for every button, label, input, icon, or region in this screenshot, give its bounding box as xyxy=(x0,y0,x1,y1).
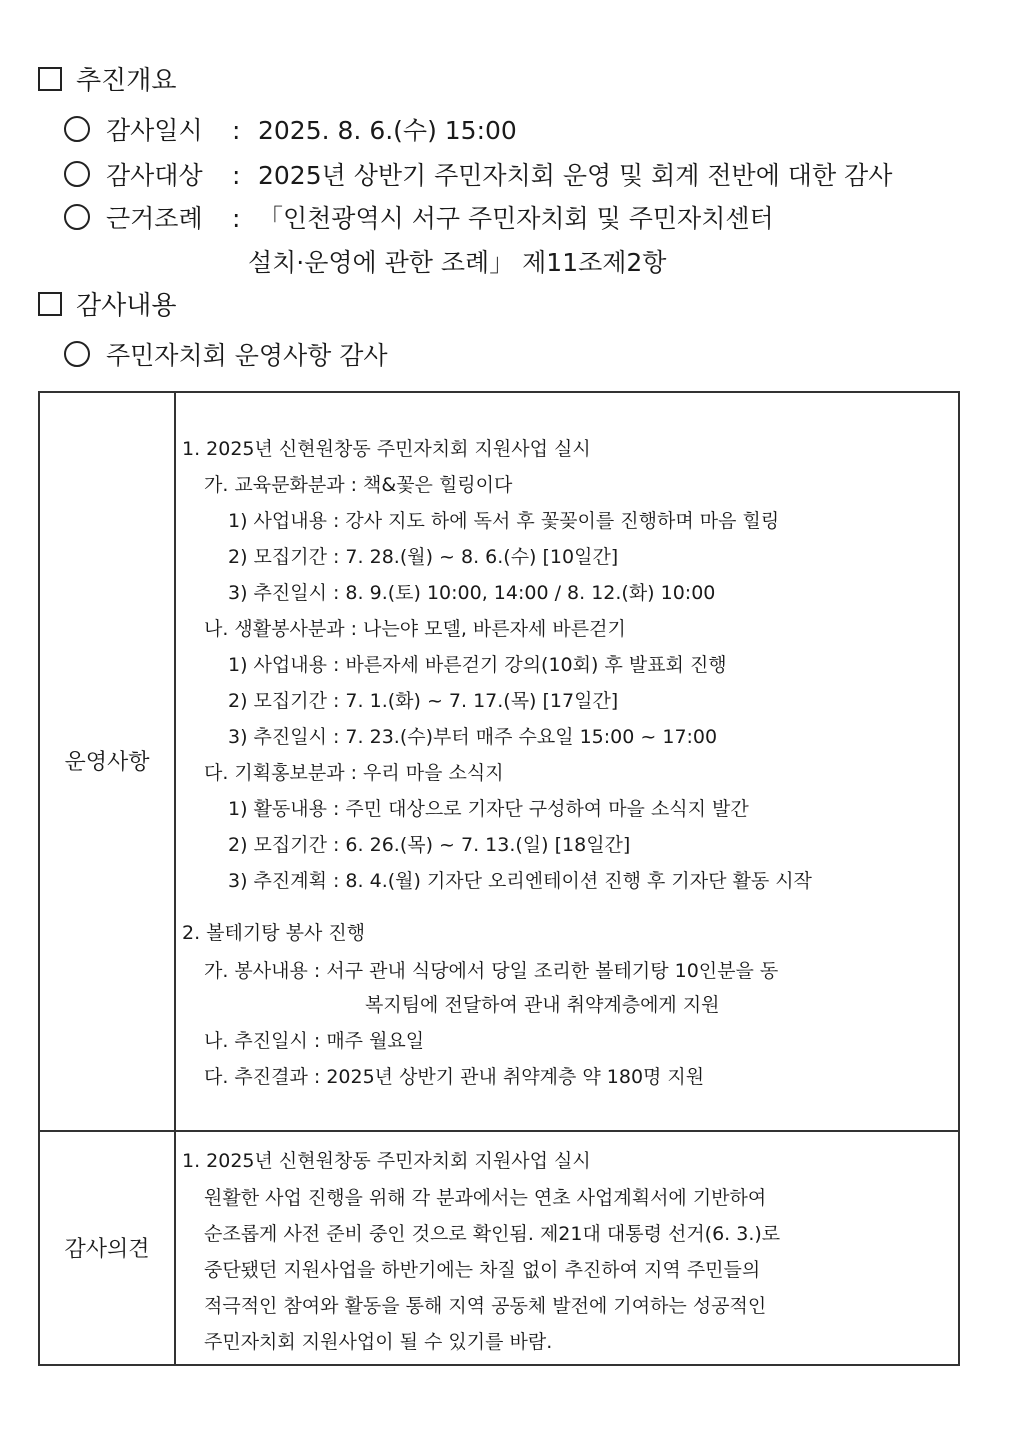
ops-item-c: 다. 기획홍보분과 : 우리 마을 소식지 xyxy=(204,762,504,784)
row-label-opinion: 감사의견 xyxy=(64,1237,150,1262)
ops-item-e: 나. 추진일시 : 매주 월요일 xyxy=(204,1030,425,1052)
ops-item-b1: 1) 사업내용 : 바른자세 바른걷기 강의(10회) 후 발표회 진행 xyxy=(228,654,727,676)
ops-heading-2: 2. 볼테기탕 봉사 진행 xyxy=(182,922,366,944)
ops-item-b: 나. 생활봉사분과 : 나는야 모델, 바른자세 바른걷기 xyxy=(204,618,626,640)
ops-item-c2: 2) 모집기간 : 6. 26.(목) ~ 7. 13.(일) [18일간] xyxy=(228,834,631,856)
ops-item-a1: 1) 사업내용 : 강사 지도 하에 독서 후 꽃꽂이를 진행하며 마음 힐링 xyxy=(228,510,780,532)
table-row-divider xyxy=(40,1130,958,1132)
item-label: 근거조례 xyxy=(106,204,203,233)
ops-item-d-text: 서구 관내 식당에서 당일 조리한 볼테기탕 10인분을 동 xyxy=(326,960,779,982)
item-label: 감사대상 xyxy=(106,161,203,190)
circle-bullet-icon xyxy=(64,204,90,230)
ops-item-d-continued: 복지팀에 전달하여 관내 취약계층에게 지원 xyxy=(365,994,720,1016)
overview-item-target: 감사대상 : 2025년 상반기 주민자치회 운영 및 회계 전반에 대한 감사 xyxy=(64,159,892,193)
ops-heading-1: 1. 2025년 신현원창동 주민자치회 지원사업 실시 xyxy=(182,438,591,460)
opinion-heading: 1. 2025년 신현원창동 주민자치회 지원사업 실시 xyxy=(182,1150,591,1172)
opinion-line: 적극적인 참여와 활동을 통해 지역 공동체 발전에 기여하는 성공적인 xyxy=(204,1295,767,1317)
checkbox-square-icon xyxy=(38,292,62,316)
overview-item-basis-continued: 설치·운영에 관한 조례」 제11조제2항 xyxy=(248,248,667,277)
item-value: 2025. 8. 6.(수) 15:00 xyxy=(258,116,517,145)
opinion-line: 순조롭게 사전 준비 중인 것으로 확인됨. 제21대 대통령 선거(6. 3.)로 xyxy=(204,1223,781,1245)
ops-item-a2: 2) 모집기간 : 7. 28.(월) ~ 8. 6.(수) [10일간] xyxy=(228,546,619,568)
item-label: 감사일시 xyxy=(106,116,203,145)
opinion-line: 중단됐던 지원사업을 하반기에는 차질 없이 추진하여 지역 주민들의 xyxy=(204,1259,761,1281)
ops-item-b3: 3) 추진일시 : 7. 23.(수)부터 매주 수요일 15:00 ~ 17:00 xyxy=(228,726,718,748)
content-bullet xyxy=(64,339,388,373)
opinion-line: 주민자치회 지원사업이 될 수 있기를 바람. xyxy=(204,1331,553,1353)
overview-item-date: 감사일시 : 2025. 8. 6.(수) 15:00 xyxy=(64,114,517,148)
audit-table xyxy=(38,391,960,1366)
section-title: 감사내용 xyxy=(76,291,177,321)
section-heading-overview xyxy=(38,64,176,98)
ops-item-a3: 3) 추진일시 : 8. 9.(토) 10:00, 14:00 / 8. 12.(화) 10:00 xyxy=(228,582,716,604)
ops-item-d xyxy=(204,956,778,986)
overview-item-basis: 근거조례 : 「인천광역시 서구 주민자치회 및 주민자치센터 xyxy=(64,202,774,236)
ops-item-c1: 1) 활동내용 : 주민 대상으로 기자단 구성하여 마을 소식지 발간 xyxy=(228,798,749,820)
ops-item-d-label: 가. 봉사내용 : xyxy=(204,960,321,982)
ops-item-a: 가. 교육문화분과 : 책&꽃은 힐링이다 xyxy=(204,474,513,496)
checkbox-square-icon xyxy=(38,67,62,91)
circle-bullet-icon xyxy=(64,161,90,187)
content-bullet-text: 주민자치회 운영사항 감사 xyxy=(106,341,388,370)
ops-item-b2: 2) 모집기간 : 7. 1.(화) ~ 7. 17.(목) [17일간] xyxy=(228,690,619,712)
section-title: 추진개요 xyxy=(76,66,177,96)
circle-bullet-icon xyxy=(64,341,90,367)
item-value: 2025년 상반기 주민자치회 운영 및 회계 전반에 대한 감사 xyxy=(258,161,893,190)
circle-bullet-icon xyxy=(64,116,90,142)
table-column-divider xyxy=(174,393,176,1364)
opinion-line: 원활한 사업 진행을 위해 각 분과에서는 연초 사업계획서에 기반하여 xyxy=(204,1187,767,1209)
row-label-operations: 운영사항 xyxy=(64,750,150,775)
item-value: 「인천광역시 서구 주민자치회 및 주민자치센터 xyxy=(258,204,774,233)
ops-item-c3: 3) 추진계획 : 8. 4.(월) 기자단 오리엔테이션 진행 후 기자단 활동 시작 xyxy=(228,870,812,892)
ops-item-f: 다. 추진결과 : 2025년 상반기 관내 취약계층 약 180명 지원 xyxy=(204,1066,705,1088)
section-heading-content xyxy=(38,289,176,323)
